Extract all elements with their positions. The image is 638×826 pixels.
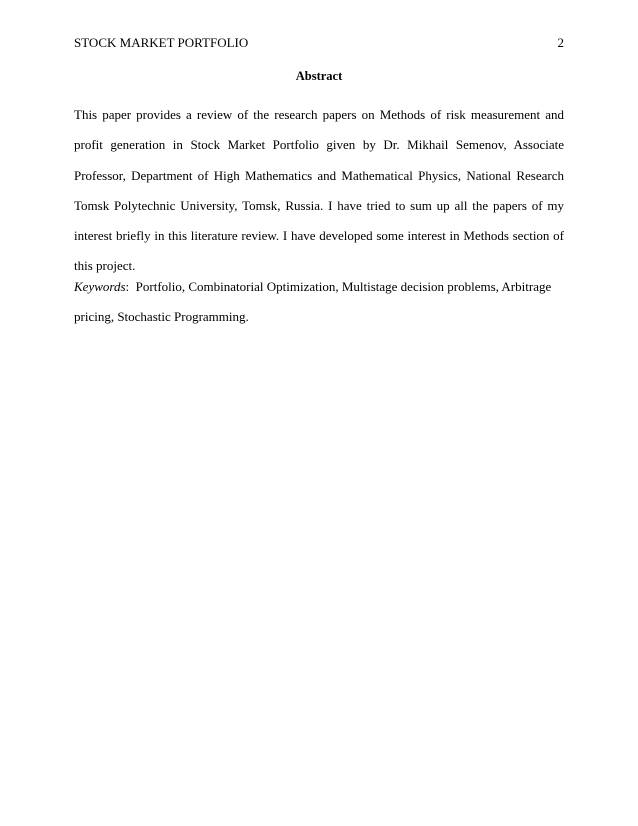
keywords-label: Keywords — [74, 279, 126, 294]
keywords-paragraph — [74, 272, 564, 333]
keywords-separator: : — [125, 279, 130, 294]
running-head — [74, 34, 564, 52]
keywords-text: Portfolio, Combinatorial Optimization, Multistage decision problems, Arbitrage pricing, Stochastic Programming. — [74, 279, 552, 325]
running-title: STOCK MARKET PORTFOLIO — [74, 35, 249, 50]
abstract-heading: Abstract — [295, 69, 343, 83]
page-number: 2 — [557, 35, 564, 50]
abstract-body: This paper provides a review of the research papers on Methods of risk measurement and profit generation in Stock Market Portfolio given by Dr. Mikhail Semenov, Associate Professor, Department of High Mathematics and Mathematical Physics, National Research Tomsk Polytechnic University, Tomsk, Russia. I have tried to sum up all the papers of my interest briefly in this literature review. I have developed some interest in Methods section of this project. — [74, 107, 564, 274]
